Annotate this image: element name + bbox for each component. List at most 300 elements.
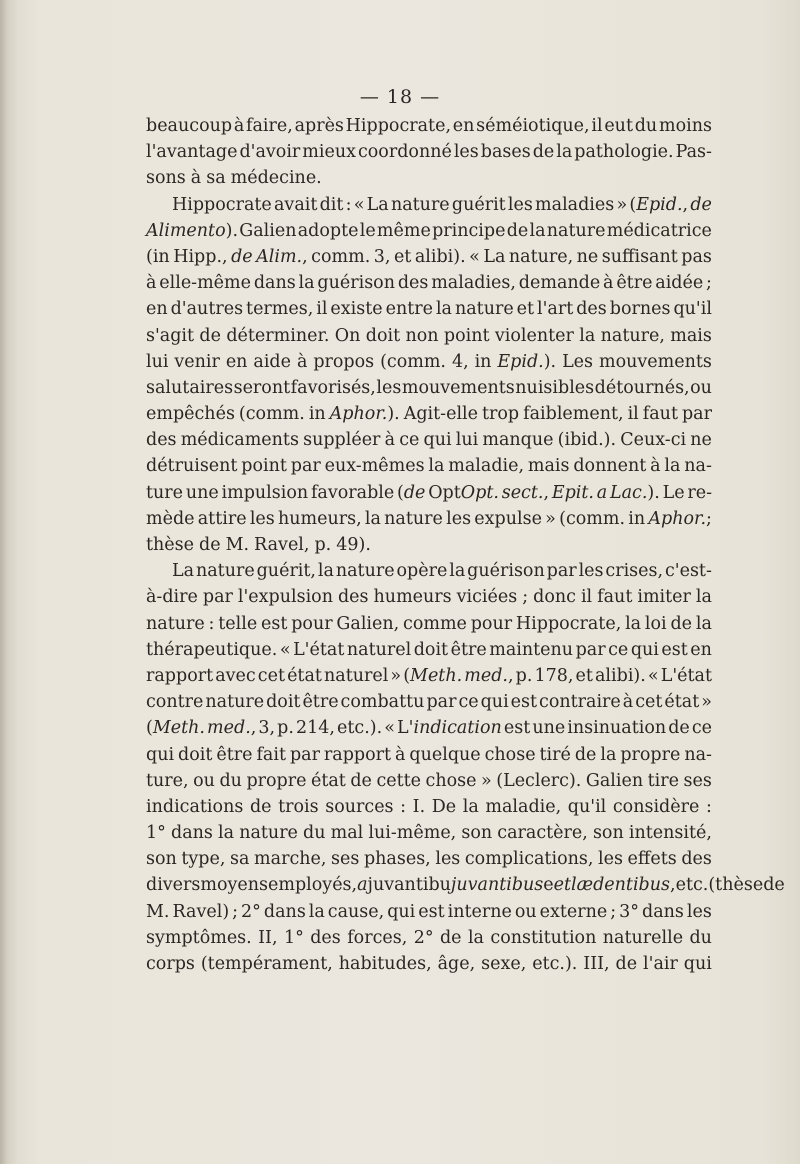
word: et (575, 665, 593, 686)
word: de (199, 325, 221, 346)
text-line (146, 637, 712, 663)
word: in (628, 508, 646, 529)
word: d'avoir (239, 142, 301, 163)
word: » (481, 770, 492, 791)
word: nature, (600, 325, 665, 346)
word: en (146, 299, 168, 320)
word: à-dire (146, 587, 198, 608)
word: et (393, 246, 412, 267)
word: mal (330, 823, 364, 844)
word: sources (325, 796, 394, 817)
word: Alim., (256, 246, 308, 267)
word: maladies, (431, 273, 516, 294)
word: fait (256, 744, 286, 765)
word: d'autres (170, 299, 244, 320)
word: 178, (534, 665, 574, 686)
word: na- (684, 744, 712, 765)
word: par (289, 744, 320, 765)
word: « (647, 665, 659, 686)
word: Ceux-ci (620, 430, 687, 451)
word: par (546, 561, 577, 582)
word: employés, (268, 875, 358, 896)
word: interne (447, 901, 512, 922)
word: les (507, 194, 533, 215)
word: ce (458, 692, 479, 713)
word: être (302, 692, 339, 713)
word: à (622, 692, 634, 713)
word: ture, (146, 770, 189, 791)
word: Ravel) (172, 901, 230, 922)
word: ou (193, 770, 215, 791)
text-line (146, 113, 712, 139)
word: nature, (508, 246, 574, 267)
word: alibi). (414, 246, 466, 267)
text-line (146, 506, 712, 532)
word: des (576, 299, 607, 320)
word: ses (331, 849, 360, 870)
word: imiter (637, 587, 691, 608)
word: à (233, 116, 245, 136)
word: et (516, 299, 535, 320)
word: c'est- (664, 561, 712, 582)
word: « (353, 194, 365, 215)
word: ; (232, 901, 239, 922)
word: Agit-elle (403, 404, 478, 425)
word: mouvements (401, 377, 515, 398)
word: lui (455, 430, 479, 451)
word: opère (396, 561, 448, 582)
word: à (146, 273, 157, 294)
word: déterminer. (226, 325, 330, 346)
word: impulsion (221, 482, 309, 503)
word: M. (225, 535, 250, 555)
text-line (146, 139, 712, 165)
word: la (435, 299, 452, 320)
word: Lac.). (609, 482, 660, 503)
word: Le (662, 482, 685, 503)
word: nature (335, 561, 395, 582)
word: naturel (346, 639, 412, 660)
word: eet (543, 875, 572, 896)
word: Pas- (675, 142, 712, 163)
word: faut (597, 587, 633, 608)
word: » (545, 508, 556, 529)
text-line (146, 715, 712, 741)
word: 1° (146, 823, 166, 844)
word: lædentibus, (571, 875, 676, 896)
word: humeurs, (277, 508, 362, 529)
word: nature (390, 194, 450, 215)
word: la (298, 273, 315, 294)
word: la (218, 823, 235, 844)
word: mieux (302, 142, 356, 163)
word: la (529, 220, 546, 241)
word: moyens (200, 875, 269, 896)
word: : (400, 796, 407, 817)
text-line (146, 296, 712, 322)
text-line (146, 453, 712, 479)
word: alibi). (595, 665, 646, 686)
word: rapport (146, 665, 214, 686)
word: (Epid., (629, 194, 689, 215)
text-line (146, 165, 712, 191)
word: 4, (451, 351, 469, 372)
word: etc.). (532, 954, 578, 974)
word: propre (620, 744, 681, 765)
word: etc. (675, 875, 709, 896)
text-line (146, 742, 712, 768)
word: adopte (297, 220, 359, 241)
word: favorable (310, 482, 395, 503)
word: des (337, 587, 369, 608)
word: mais (527, 456, 570, 477)
word: bornes (609, 299, 671, 320)
word: les (598, 849, 623, 870)
word: maladies (535, 194, 615, 215)
word: est (261, 613, 288, 634)
word: favorisés, (290, 377, 376, 398)
word: dans (253, 273, 296, 294)
word: l'air (643, 954, 678, 974)
word: cet (257, 665, 285, 686)
word: Galien (585, 770, 644, 791)
word: externe (539, 901, 608, 922)
text-line (146, 820, 712, 846)
word: humeurs (373, 587, 452, 608)
word: après (294, 116, 344, 136)
word: La (366, 194, 389, 215)
word: être (450, 639, 487, 660)
word: ; (706, 273, 712, 294)
word: il (591, 116, 603, 136)
word: aidée (655, 273, 704, 294)
word: à (650, 456, 661, 477)
word: cette (376, 770, 422, 791)
word: pathologie. (574, 142, 674, 163)
word: la (625, 613, 642, 634)
word: 49). (336, 535, 371, 555)
word: contraire (539, 692, 621, 713)
word: donnent (573, 456, 647, 477)
word: le (359, 220, 376, 241)
word: constitution (490, 927, 597, 948)
text-line (146, 349, 712, 375)
word: qui (683, 954, 712, 974)
word: guérit, (256, 561, 316, 582)
word: de (668, 718, 690, 739)
word: des (146, 430, 177, 451)
word: contre (146, 692, 204, 713)
word: p. (515, 665, 533, 686)
word: tiré (539, 744, 571, 765)
word: du (689, 927, 712, 948)
word: à (384, 430, 396, 451)
word: même (376, 220, 431, 241)
word: lui (146, 351, 169, 372)
word: divers (146, 875, 201, 896)
word: sa (206, 168, 226, 189)
word: chose (484, 744, 536, 765)
word: la (364, 508, 381, 529)
word: expulse (474, 508, 542, 529)
word: nature (546, 220, 606, 241)
word: est (661, 639, 688, 660)
word: par (202, 587, 233, 608)
text-line (146, 323, 712, 349)
word: violenter (494, 325, 574, 346)
word: guérison (467, 561, 545, 582)
word: III, (583, 954, 610, 974)
word: détruisent (146, 456, 238, 477)
word: 214, (296, 718, 335, 739)
word: (comm. (559, 508, 626, 529)
word: nature (454, 299, 514, 320)
word: salutaires (146, 377, 234, 398)
word: à (395, 744, 406, 765)
word: (comm. (380, 351, 446, 372)
word: « (279, 639, 291, 660)
word: nature (384, 508, 443, 529)
word: par (290, 456, 321, 477)
word: thérapeutique. (146, 639, 278, 660)
word: 2° (413, 927, 434, 948)
word: des (681, 849, 712, 870)
word: Epit. (551, 482, 594, 503)
word: pour (470, 613, 513, 634)
word: coordonné (357, 142, 452, 163)
word: (de (397, 482, 426, 503)
word: les (578, 561, 604, 582)
word: combattu (340, 692, 425, 713)
word: qu'il (567, 796, 607, 817)
word: Hippocrate (172, 194, 272, 215)
word: qui (387, 901, 416, 922)
word: Alimento). (146, 220, 239, 241)
word: les (686, 901, 712, 922)
word: son (461, 823, 493, 844)
word: considère (612, 796, 700, 817)
word: Les (562, 351, 594, 372)
word: ou (514, 901, 537, 922)
word: tire (647, 770, 679, 791)
word: en (225, 351, 248, 372)
word: qui (146, 744, 175, 765)
word: (thèse (708, 875, 764, 896)
word: des (310, 927, 341, 948)
text-line (146, 584, 712, 610)
word: suppléer (303, 430, 381, 451)
word: à (190, 168, 202, 189)
word: ne (690, 430, 712, 451)
word: eut (604, 116, 633, 136)
word: nature (195, 561, 255, 582)
text-line (146, 244, 712, 270)
word: « (384, 718, 395, 739)
word: (tempérament, (200, 954, 333, 974)
word: a (596, 482, 608, 503)
word: (Meth. (403, 665, 463, 686)
word: de (574, 744, 597, 765)
word: la (695, 613, 712, 634)
word: : (705, 796, 712, 817)
word: de (763, 875, 785, 896)
word: dans (642, 901, 684, 922)
word: suffisant (601, 246, 678, 267)
word: mouvements (598, 351, 712, 372)
word: manque (482, 430, 554, 451)
word: p. (277, 718, 294, 739)
text-line (146, 846, 712, 872)
word: nature (205, 692, 265, 713)
word: L'état (293, 639, 345, 660)
word: ce (399, 430, 420, 451)
word: Galien (239, 220, 297, 241)
word: avec (215, 665, 256, 686)
text-line (146, 427, 712, 453)
word: de (350, 770, 372, 791)
word: ture (146, 482, 184, 503)
word: ne (576, 246, 599, 267)
word: re- (687, 482, 712, 503)
word: état (287, 665, 322, 686)
word: de (690, 194, 712, 215)
word: de (231, 246, 253, 267)
word: etc.). (337, 718, 383, 739)
word: les (376, 377, 402, 398)
word: du (219, 770, 242, 791)
word: quelque (409, 744, 481, 765)
word: pas (681, 246, 712, 267)
word: la (308, 901, 325, 922)
word: avait (274, 194, 318, 215)
word: du (634, 116, 658, 136)
word: de (249, 796, 272, 817)
word: moins (658, 116, 712, 136)
word: bases (480, 142, 531, 163)
body-text (146, 113, 785, 977)
text-line (146, 925, 712, 951)
word: La (483, 246, 506, 267)
word: elle-même (159, 273, 251, 294)
word: Hipp., (173, 246, 228, 267)
word: ce (608, 639, 629, 660)
word: qu'il (673, 299, 712, 320)
word: de (670, 613, 693, 634)
word: être (616, 273, 653, 294)
word: (comm. (238, 404, 305, 425)
word: une (532, 718, 566, 739)
word: aide (253, 351, 291, 372)
word: caractère, (497, 823, 588, 844)
word: la (462, 796, 479, 817)
word: médicaments (180, 430, 299, 451)
word: en (452, 116, 475, 136)
word: pour (291, 613, 333, 634)
word: de (615, 954, 638, 974)
word: lui-même, (368, 823, 457, 844)
word: loi (644, 613, 667, 634)
word: la (467, 927, 484, 948)
word: une (185, 482, 219, 503)
word: dans (263, 901, 306, 922)
word: marche, (254, 849, 327, 870)
word: de (199, 535, 221, 555)
word: qui (423, 430, 452, 451)
word: faut (642, 404, 678, 425)
word: naturelle (602, 927, 684, 948)
word: doit (413, 639, 449, 660)
word: sexe, (481, 954, 527, 974)
word: 1° (283, 927, 304, 948)
word: Aphor.). (329, 404, 400, 425)
text-line (146, 663, 712, 689)
text-line (146, 270, 712, 296)
word: La (172, 561, 195, 582)
text-line (146, 401, 712, 427)
word: « (469, 246, 480, 267)
word: entre (385, 299, 433, 320)
word: état (664, 692, 700, 713)
word: 3, (258, 718, 276, 739)
word: la (428, 456, 445, 477)
word: séméiotique, (476, 116, 590, 136)
word: effets (627, 849, 677, 870)
word: l'art (537, 299, 574, 320)
word: venir (174, 351, 220, 372)
word: : (208, 613, 215, 634)
word: termes, (246, 299, 314, 320)
word: médicatrice (606, 220, 712, 241)
word: dans (171, 823, 213, 844)
word: doit (178, 744, 213, 765)
word: Ravel, (254, 535, 310, 555)
word: I. (412, 796, 426, 817)
word: qui (480, 692, 509, 713)
word: les (446, 508, 472, 529)
word: (Leclerc). (496, 770, 582, 791)
page-number: — 18 — (359, 86, 441, 108)
word: telle (218, 613, 258, 634)
word: habitudes, (338, 954, 432, 974)
word: à (603, 273, 614, 294)
word: indications (146, 796, 244, 817)
word: Hippocrate, (515, 613, 622, 634)
word: doit (365, 325, 401, 346)
word: nature (239, 823, 298, 844)
word: 3, (373, 246, 391, 267)
word: phases, (363, 849, 431, 870)
word: point (241, 456, 287, 477)
word: crises, (605, 561, 664, 582)
word: mais (670, 325, 712, 346)
word: faiblement, (523, 404, 624, 425)
word: » (616, 194, 628, 215)
word: beaucoup (146, 116, 233, 136)
word: L'indication (397, 718, 502, 739)
text-line (146, 611, 712, 637)
word: les (435, 849, 461, 870)
word: les (453, 142, 479, 163)
word: principe (432, 220, 506, 241)
word: guérison (317, 273, 395, 294)
text-line (146, 872, 785, 898)
word: de (506, 220, 529, 241)
word: OptOpt. (428, 482, 499, 503)
word: ce (691, 718, 712, 739)
word: attire (197, 508, 247, 529)
word: par (681, 404, 712, 425)
word: point (443, 325, 490, 346)
